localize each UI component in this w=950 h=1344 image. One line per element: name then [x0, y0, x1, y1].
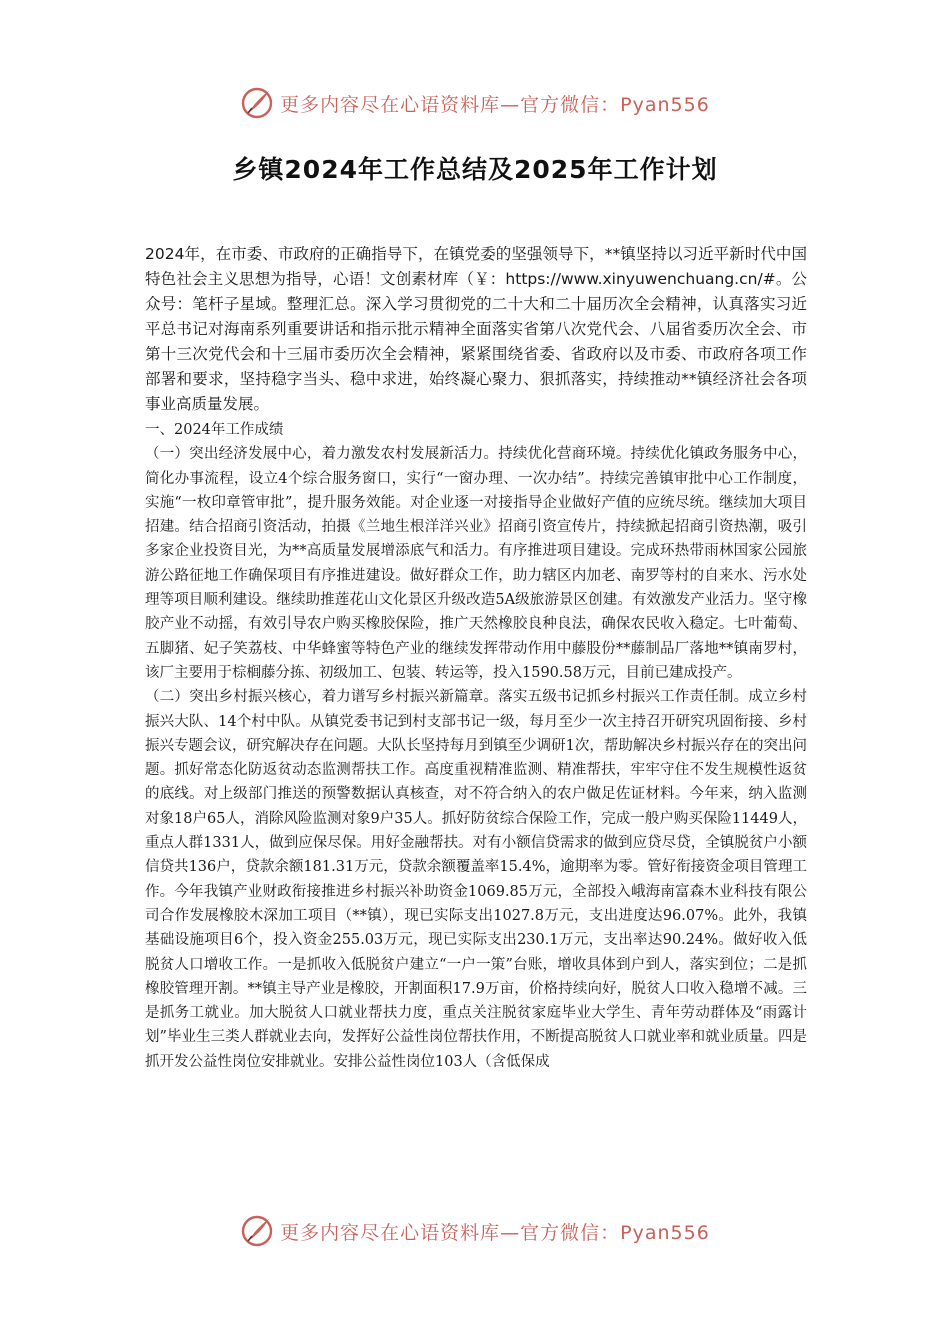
quill-logo-icon — [240, 86, 274, 120]
document-body — [145, 418, 807, 1074]
footer-watermark-banner — [0, 1211, 950, 1251]
quill-logo-icon — [240, 1214, 274, 1248]
watermark-text: 更多内容尽在心语资料库—官方微信：Pyan556 — [280, 93, 710, 116]
body-paragraph: （二）突出乡村振兴核心，着力谱写乡村振兴新篇章。落实五级书记抓乡村振兴工作责任制。成立乡村振兴大队、14个村中队。从镇党委书记到村支部书记一级，每月至少一次主持召开研究巩固衔接、乡村振兴专题会议，研究解决存在问题。大队长坚持每月到镇至少调研1次，帮助解决乡村振兴存在的突出问题。抓好常态化防返贫动态监测帮扶工作。高度重视精准监测、精准帮扶，牢牢守住不发生规模性返贫的底线。对上级部门推送的预警数据认真核查，对不符合纳入的农户做足佐证材料。今年来，纳入监测对象18户65人，消除风险监测对象9户35人。抓好防贫综合保险工作，完成一般户购买保险11449人，重点人群1331人，做到应保尽保。用好金融帮扶。对有小额信贷需求的做到应贷尽贷，全镇脱贫户小额信贷共136户，贷款余额181.31万元，贷款余额覆盖率15.4%，逾期率为零。管好衔接资金项目管理工作。今年我镇产业财政衔接推进乡村振兴补助资金1069.85万元，全部投入峨海南富森木业科技有限公司合作发展橡胶木深加工项目（**镇），现已实际支出1027.8万元，支出进度达96.07%。此外，我镇基础设施项目6个，投入资金255.03万元，现已实际支出230.1万元，支出率达90.24%。做好收入低脱贫人口增收工作。一是抓收入低脱贫户建立“一户一策”台账，增收具体到户到人，落实到位；二是抓橡胶管理开割。**镇主导产业是橡胶，开割面积17.9万亩，价格持续向好，脱贫人口收入稳增不减。三是抓务工就业。加大脱贫人口就业帮扶力度，重点关注脱贫家庭毕业大学生、青年劳动群体及“雨露计划”毕业生三类人群就业去向，发挥好公益性岗位帮扶作用，不断提高脱贫人口就业率和就业质量。四是抓开发公益性岗位安排就业。安排公益性岗位103人（含低保成 — [145, 689, 807, 1070]
document-title: 乡镇2024年工作总结及2025年工作计划 — [232, 155, 718, 184]
watermark-text: 更多内容尽在心语资料库—官方微信：Pyan556 — [280, 1221, 710, 1244]
body-paragraph: （一）突出经济发展中心，着力激发农村发展新活力。持续优化营商环境。持续优化镇政务服务中心，简化办事流程，设立4个综合服务窗口，实行“一窗办理、一次办结”。持续完善镇审批中心工作制度，实施“一枚印章管审批”，提升服务效能。对企业逐一对接指导企业做好产值的应统尽统。继续加大项目招建。结合招商引资活动，拍摄《兰地生根洋洋兴业》招商引资宣传片，持续掀起招商引资热潮，吸引多家企业投资目光，为**高质量发展增添底气和活力。有序推进项目建设。完成环热带雨林国家公园旅游公路征地工作确保项目有序推进建设。做好群众工作，助力辖区内加老、南罗等村的自来水、污水处理等项目顺利建设。继续助推莲花山文化景区升级改造5A级旅游景区创建。有效激发产业活力。坚守橡胶产业不动摇，有效引导农户购买橡胶保险，推广天然橡胶良种良法，确保农民收入稳定。七叶葡萄、五脚猪、妃子笑荔枝、中华蜂蜜等特色产业的继续发挥带动作用中藤股份**藤制品厂落地**镇南罗村，该厂主要用于棕榈藤分拣、初级加工、包装、转运等，投入1590.58万元，目前已建成投产。 — [145, 446, 807, 681]
header-watermark-banner — [0, 83, 950, 123]
intro-paragraph: 2024年，在市委、市政府的正确指导下，在镇党委的坚强领导下，**镇坚持以习近平新时代中国特色社会主义思想为指导，心语！文创素材库（￥：https://www.xinyuwenchuang.cn/#。公众号：笔杆子星域。整理汇总。深入学习贯彻党的二十大和二十届历次全会精神，认真落实习近平总书记对海南系列重要讲话和指示批示精神全面落实省第八次党代会、八届省委历次全会、市第十三次党代会和十三届市委历次全会精神，紧紧围绕省委、省政府以及市委、市政府各项工作部署和要求，坚持稳字当头、稳中求进，始终凝心聚力、狠抓落实，持续推动**镇经济社会各项事业高质量发展。 — [145, 245, 807, 413]
section-heading: 一、2024年工作成绩 — [145, 422, 284, 438]
